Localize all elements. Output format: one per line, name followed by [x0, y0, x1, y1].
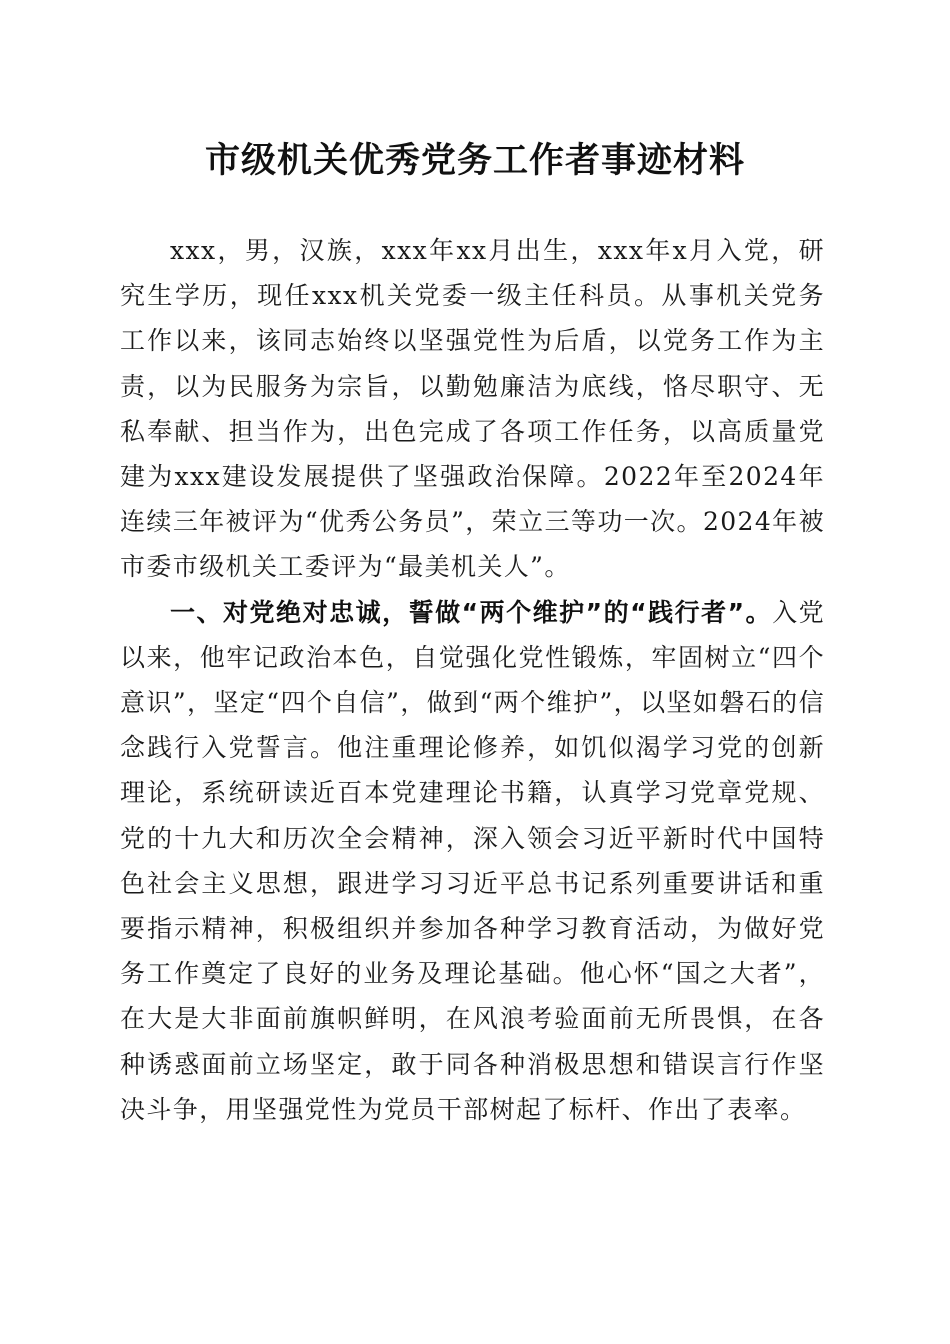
- section-1-paragraph: [120, 590, 825, 1132]
- intro-paragraph: xxx，男，汉族，xxx年xx月出生，xxx年x月入党，研究生学历，现任xxx机关党委一级主任科员。从事机关党务工作以来，该同志始终以坚强党性为后盾，以党务工作为主责，以为民服务为宗旨，以勤勉廉洁为底线，恪尽职守、无私奉献、担当作为，出色完成了各项工作任务，以高质量党建为xxx建设发展提供了坚强政治保障。2022年至2024年连续三年被评为“优秀公务员”，荣立三等功一次。2024年被市委市级机关工委评为“最美机关人”。: [120, 236, 825, 582]
- document-title: 市级机关优秀党务工作者事迹材料: [204, 140, 745, 181]
- section-1-heading: 一、对党绝对忠诚，誓做“两个维护”的“践行者”。: [170, 597, 773, 627]
- section-1-text: 入党以来，他牢记政治本色，自觉强化党性锻炼，牢固树立“四个意识”，坚定“四个自信”，做到“两个维护”，以坚如磐石的信念践行入党誓言。他注重理论修养，如饥似渴学习党的创新理论，系统研读近百本党建理论书籍，认真学习党章党规、党的十九大和历次全会精神，深入领会习近平新时代中国特色社会主义思想，跟进学习习近平总书记系列重要讲话和重要指示精神，积极组织并参加各种学习教育活动，为做好党务工作奠定了良好的业务及理论基础。他心怀“国之大者”，在大是大非面前旗帜鲜明，在风浪考验面前无所畏惧，在各种诱惑面前立场坚定，敢于同各种消极思想和错误言行作坚决斗争，用坚强党性为党员干部树起了标杆、作出了表率。: [120, 597, 825, 1124]
- document-body: [120, 228, 825, 1132]
